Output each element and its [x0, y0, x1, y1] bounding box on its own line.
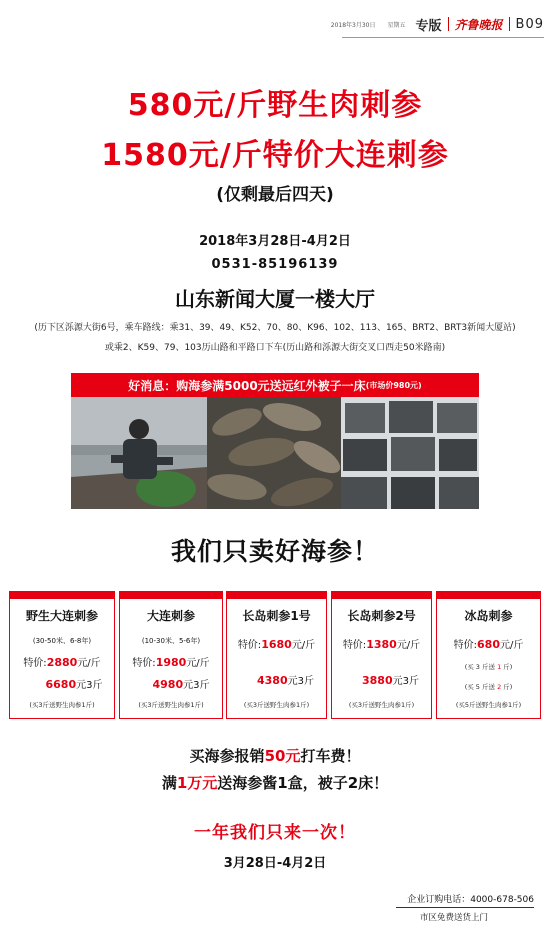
event-phone: 0531-85196139 — [211, 257, 339, 272]
paper-logo: 齐鲁晚报 — [454, 17, 503, 32]
headline-line2: 1580元/斤特价大连刺参 — [101, 138, 449, 173]
product-price: 特价:680元/斤 — [453, 638, 524, 651]
closing-slogan: 一年我们只来一次！ — [194, 823, 356, 843]
product-bundle-price: 4380元3斤 — [257, 674, 314, 687]
product-card — [331, 591, 432, 719]
product-name: 野生大连刺参 — [25, 609, 98, 623]
card-top-bar — [437, 592, 540, 599]
product-card — [119, 591, 223, 719]
page-header — [331, 14, 544, 34]
fisherman-photo — [71, 397, 207, 509]
sea-cucumber-crates-photo — [341, 397, 479, 509]
event-address-1: (历下区泺源大街6号，乘车路线：乘31、39、49、K52、70、80、K96、102、113、165、BRT2、BRT3新闻大厦站) — [34, 323, 516, 333]
issue-weekday: 星期五 — [387, 21, 406, 29]
header-rule — [342, 37, 544, 38]
product-price: 特价:1680元/斤 — [237, 638, 316, 651]
product-gift: (买3斤送野生肉参1斤) — [243, 701, 310, 709]
product-card — [436, 591, 541, 719]
card-top-bar — [10, 592, 114, 599]
product-gift: (买3斤送野生肉参1斤) — [29, 701, 95, 709]
product-card — [226, 591, 327, 719]
headline-line1: 580元/斤野生肉刺参 — [127, 88, 423, 123]
product-gift: (买5斤送野生肉参1斤) — [455, 701, 522, 709]
product-bundle-price: 3880元3斤 — [362, 674, 419, 687]
product-price: 特价:2880元/斤 — [23, 656, 101, 669]
header-divider — [448, 17, 449, 31]
event-address-2: 或乘2、K59、79、103历山路和平路口下车(历山路和泺源大街交叉口西走50米路南) — [104, 343, 446, 353]
card-top-bar — [332, 592, 431, 599]
sea-cucumber-photo — [207, 397, 341, 509]
product-bundle-price: 6680元3斤 — [45, 678, 103, 691]
promo-line-1: 买海参报销50元打车费！ — [189, 747, 361, 765]
card-top-bar — [120, 592, 222, 599]
product-bundle-price: 4980元3斤 — [152, 678, 210, 691]
headline-subtitle: (仅剩最后四天) — [216, 185, 334, 205]
card-top-bar — [227, 592, 326, 599]
section-label: 专版 — [415, 18, 442, 34]
promo-line-2: 满1万元送海参酱1盒，被子2床！ — [161, 774, 389, 792]
product-deal-2: (买 5 斤送 2 斤) — [464, 683, 513, 691]
event-dates: 2018年3月28日-4月2日 — [199, 234, 351, 249]
corporate-order-phone: 企业订购电话：4000-678-506 — [407, 895, 534, 905]
product-price: 特价:1380元/斤 — [342, 638, 421, 651]
product-deal-1: (买 3 斤送 1 斤) — [464, 663, 513, 671]
footer-rule — [396, 907, 534, 908]
page-number: B09 — [515, 16, 544, 32]
product-gift: (买3斤送野生肉参1斤) — [138, 701, 204, 709]
event-venue: 山东新闻大厦一楼大厅 — [175, 287, 375, 311]
product-name: 长岛刺参1号 — [242, 609, 311, 623]
product-gift: (买3斤送野生肉参1斤) — [348, 701, 415, 709]
product-name: 大连刺参 — [146, 609, 195, 623]
banner-main-text: 好消息：购海参满5000元送远红外被子一床 — [128, 378, 366, 393]
header-divider — [509, 17, 510, 31]
product-name: 冰岛刺参 — [464, 609, 513, 623]
product-name: 长岛刺参2号 — [347, 609, 416, 623]
product-spec: (30-50米、6-8年) — [32, 637, 92, 645]
issue-date: 2018年3月30日 — [330, 21, 376, 29]
promo-banner — [71, 373, 479, 397]
product-spec: (10-30米、5-6年) — [141, 637, 201, 645]
slogan: 我们只卖好海参！ — [170, 537, 379, 566]
banner-note: (市场价980元) — [365, 380, 422, 390]
product-card — [9, 591, 115, 719]
closing-dates: 3月28日-4月2日 — [223, 856, 327, 871]
product-price: 特价:1980元/斤 — [132, 656, 210, 669]
delivery-note: 市区免费送货上门 — [420, 913, 489, 923]
